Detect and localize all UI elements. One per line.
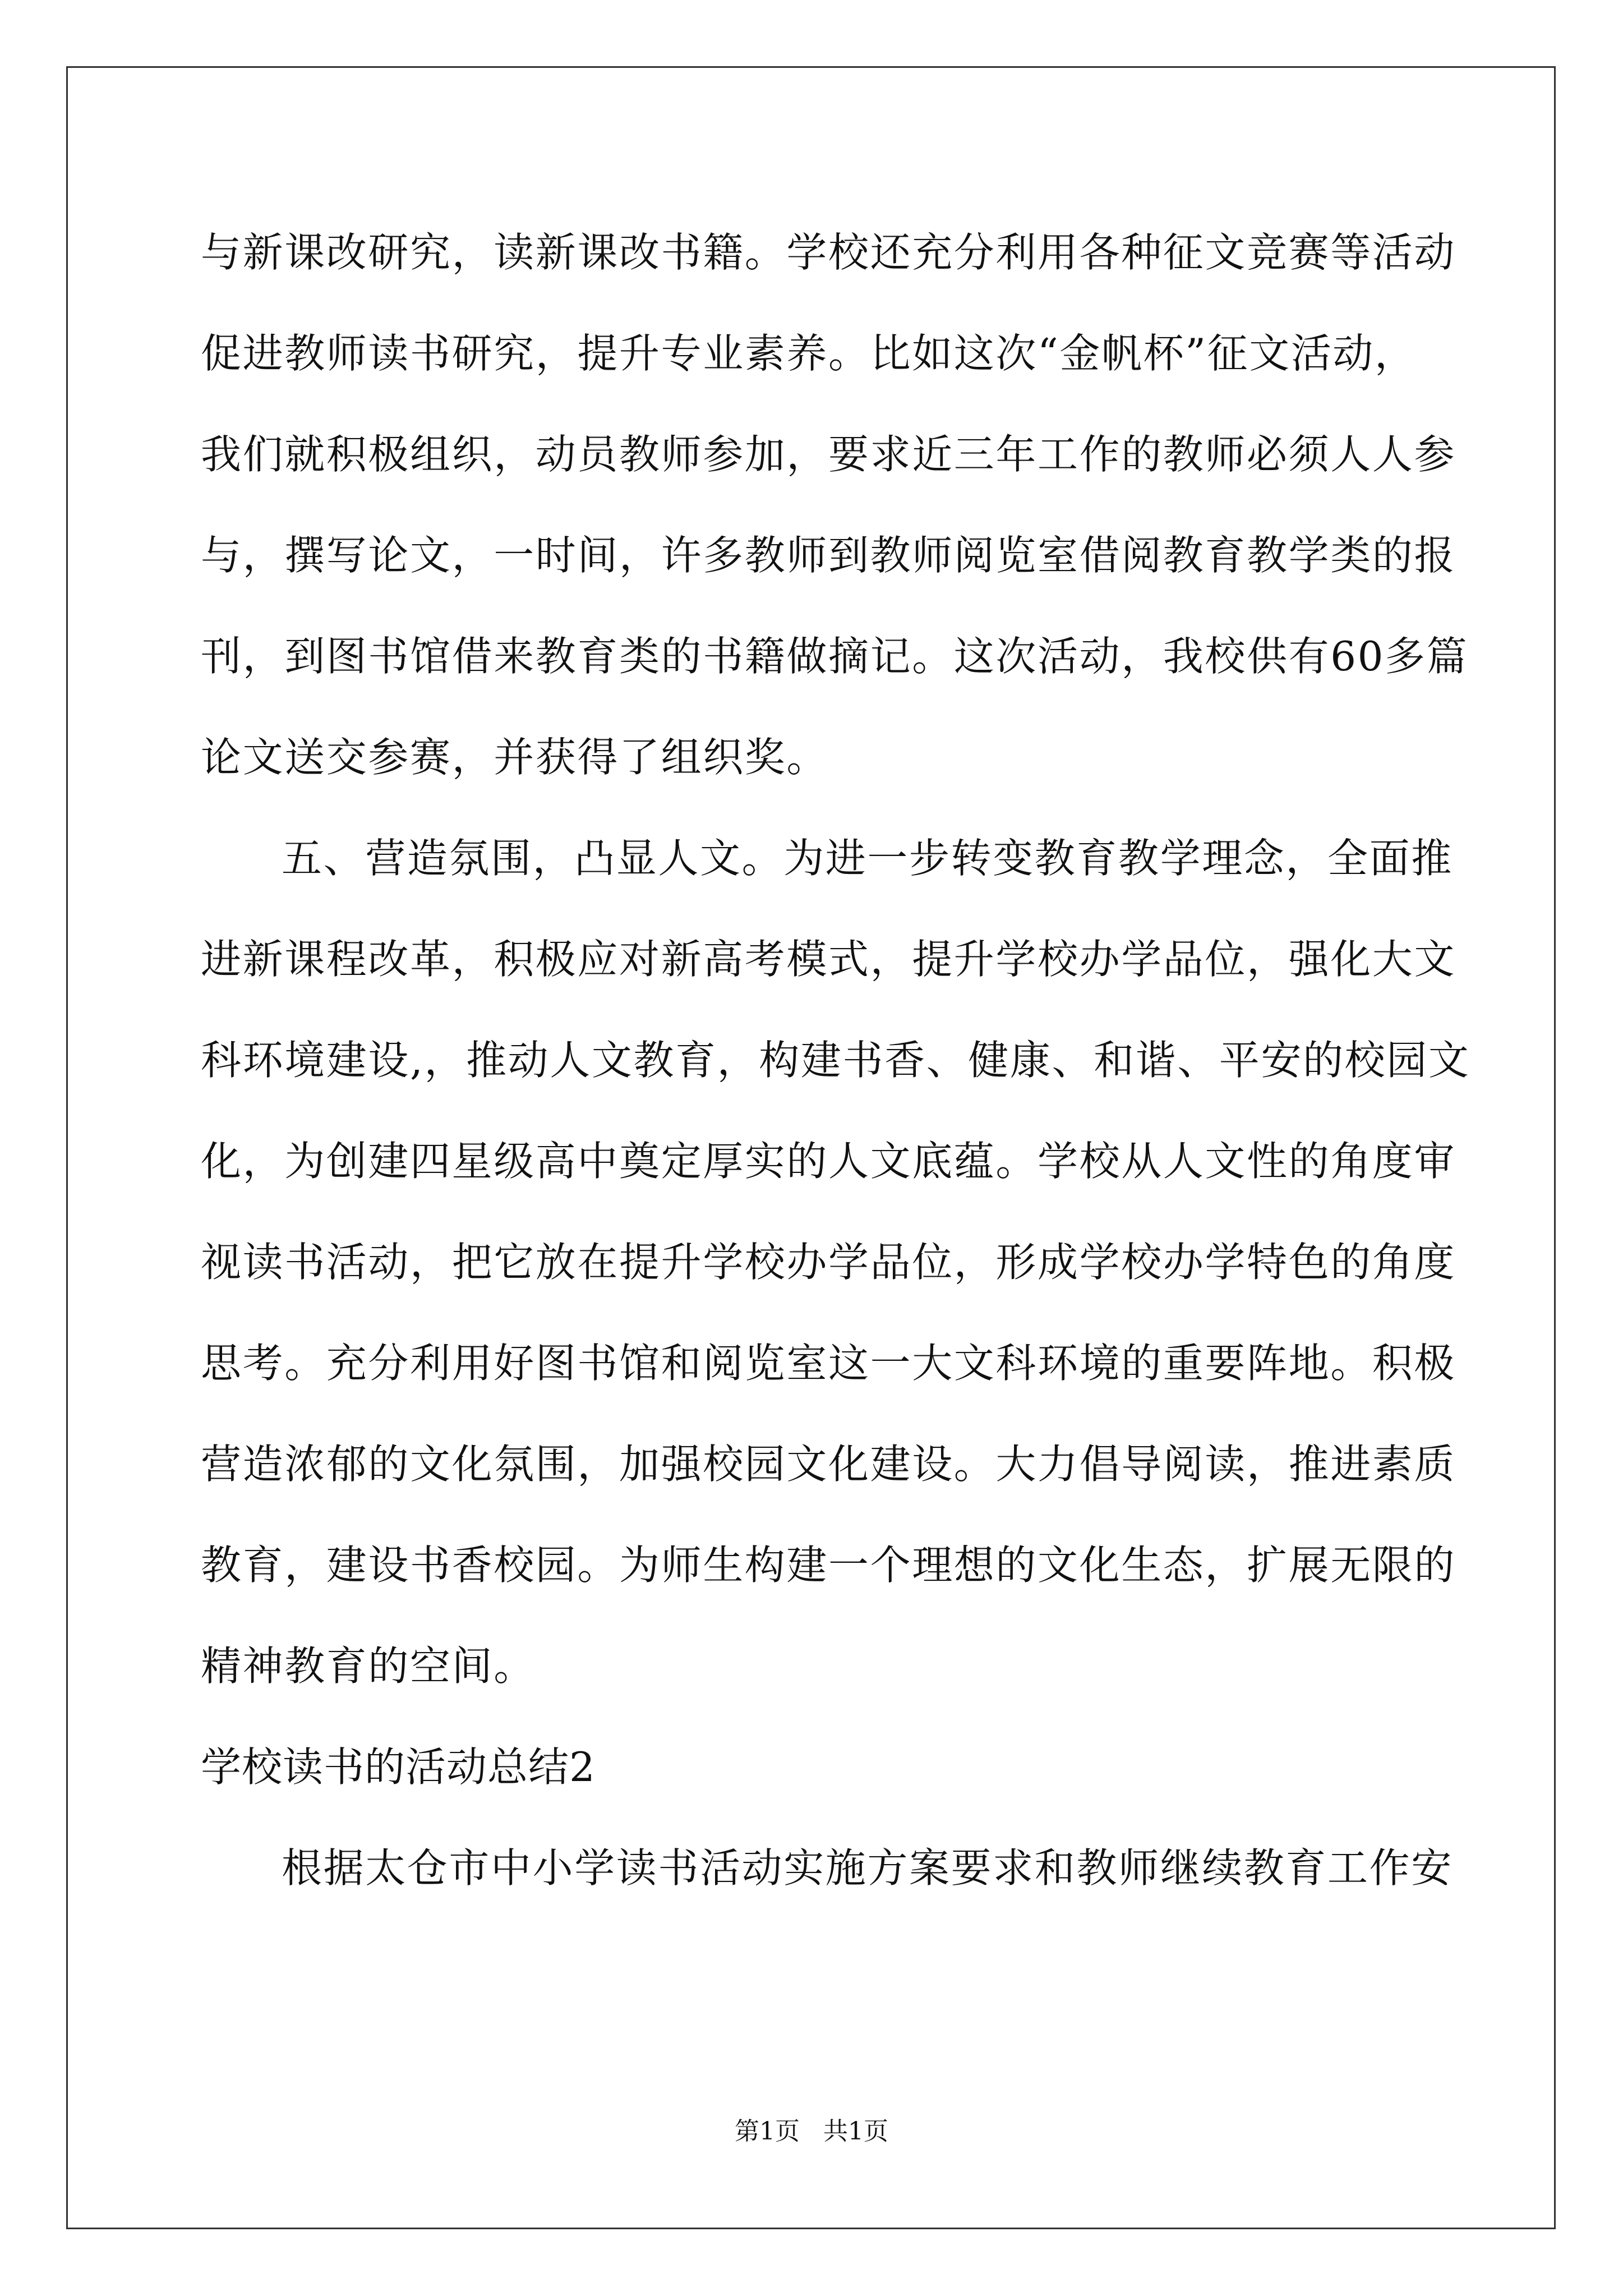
text-line: 化，为创建四星级高中奠定厚实的人文底蕴。学校从人文性的角度审 xyxy=(201,1138,1456,1185)
text-line: 思考。充分利用好图书馆和阅览室这一大文科环境的重要阵地。积极 xyxy=(201,1340,1456,1387)
paragraph-first-line: 五、营造氛围，凸显人文。为进一步转变教育教学理念，全面推 xyxy=(282,835,1453,882)
text-line: 论文送交参赛，并获得了组织奖。 xyxy=(201,734,829,781)
text-line: 我们就积极组织，动员教师参加，要求近三年工作的教师必须人人参 xyxy=(201,431,1456,478)
text-line: 科环境建设,，推动人文教育，构建书香、健康、和谐、平安的校园文 xyxy=(201,1037,1470,1084)
page-footer: 第1页 共1页 xyxy=(735,2117,888,2146)
text-line: 与，撰写论文，一时间，许多教师到教师阅览室借阅教育教学类的报 xyxy=(201,532,1456,579)
text-line: 刊，到图书馆借来教育类的书籍做摘记。这次活动，我校供有60多篇 xyxy=(201,633,1469,680)
text-line: 营造浓郁的文化氛围，加强校园文化建设。大力倡导阅读，推进素质 xyxy=(201,1441,1456,1488)
text-line: 进新课程改革，积极应对新高考模式，提升学校办学品位，强化大文 xyxy=(201,936,1456,983)
text-line: 教育，建设书香校园。为师生构建一个理想的文化生态，扩展无限的 xyxy=(201,1542,1456,1589)
section-heading: 学校读书的活动总结2 xyxy=(201,1743,596,1791)
document-body xyxy=(201,202,1470,1918)
paragraph-first-line: 根据太仓市中小学读书活动实施方案要求和教师继续教育工作安 xyxy=(282,1844,1453,1892)
text-line: 精神教育的空间。 xyxy=(201,1642,536,1690)
text-line: 促进教师读书研究，提升专业素养。比如这次“金帆杯”征文活动， xyxy=(201,330,1417,377)
text-line: 与新课改研究，读新课改书籍。学校还充分利用各种征文竞赛等活动 xyxy=(201,229,1456,276)
text-line: 视读书活动，把它放在提升学校办学品位，形成学校办学特色的角度 xyxy=(201,1239,1456,1286)
